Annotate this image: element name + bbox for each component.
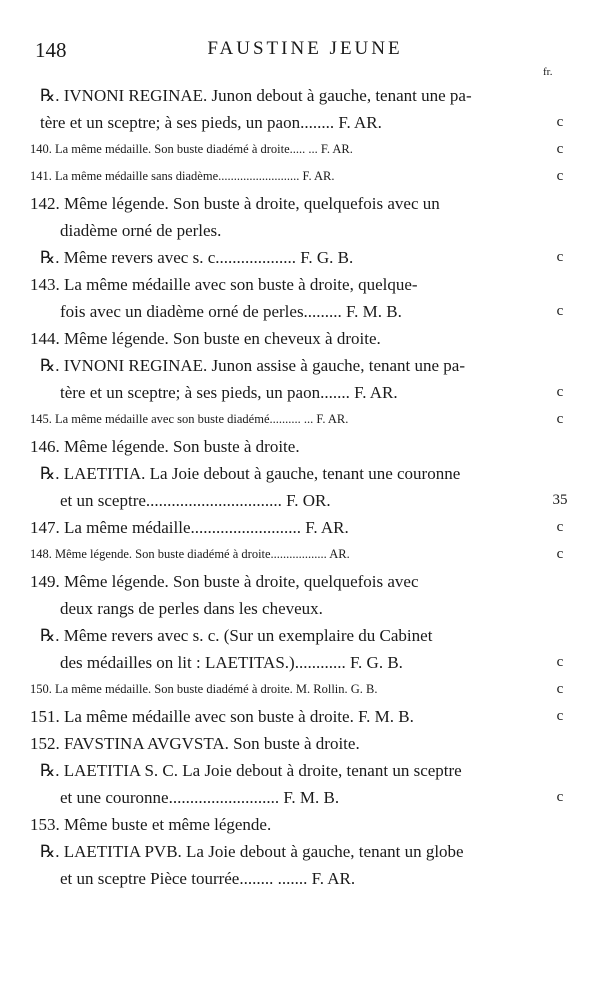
rarity-value: c: [556, 114, 564, 130]
catalogue-line: [0, 433, 595, 460]
rarity-value: 35: [552, 492, 568, 508]
line-text: tère et un sceptre; à ses pieds, un paon........ F. AR.: [40, 113, 382, 132]
rarity-value: c: [556, 303, 564, 319]
rarity-value: c: [556, 384, 564, 400]
page-header: [35, 38, 535, 66]
line-text: ℞. LAETITIA PVB. La Joie debout à gauche, tenant un globe: [40, 842, 464, 861]
line-text: tère et un sceptre; à ses pieds, un paon....... F. AR.: [60, 383, 398, 402]
catalogue-line: [0, 406, 595, 433]
line-text: 151. La même médaille avec son buste à droite. F. M. B.: [30, 707, 414, 726]
catalogue-line: [0, 649, 595, 676]
line-text: ℞. Même revers avec s. c................... F. G. B.: [40, 248, 354, 267]
catalogue-line: [0, 676, 595, 703]
rarity-value: c: [556, 411, 564, 427]
catalogue-line: [0, 784, 595, 811]
line-text: 146. Même légende. Son buste à droite.: [30, 437, 300, 456]
catalogue-line: [0, 271, 595, 298]
line-text: deux rangs de perles dans les cheveux.: [60, 599, 323, 618]
rarity-value: c: [556, 708, 564, 724]
catalogue-line: [0, 595, 595, 622]
line-text: et un sceptre Pièce tourrée........ ....... F. AR.: [60, 869, 356, 888]
rarity-value: c: [556, 141, 564, 157]
catalogue-line: [0, 730, 595, 757]
line-text: 150. La même médaille. Son buste diadémé à droite. M. Rollin. G. B.: [30, 682, 378, 696]
catalogue-line: [0, 514, 595, 541]
price-column-label: fr.: [543, 66, 553, 78]
line-text: 140. La même médaille. Son buste diadémé à droite..... ... F. AR.: [30, 142, 353, 156]
line-text: et un sceptre................................ F. OR.: [60, 491, 331, 510]
catalogue-line: [0, 379, 595, 406]
rarity-value: c: [556, 654, 564, 670]
catalogue-line: [0, 136, 595, 163]
rarity-value: c: [556, 681, 564, 697]
line-text: des médailles on lit : LAETITAS.)............ F. G. B.: [60, 653, 403, 672]
line-text: 147. La même médaille.......................... F. AR.: [30, 518, 349, 537]
catalogue-line: [0, 190, 595, 217]
catalogue-line: [0, 703, 595, 730]
line-text: 142. Même légende. Son buste à droite, quelquefois avec un: [30, 194, 440, 213]
catalogue-line: [0, 298, 595, 325]
rarity-value: c: [556, 249, 564, 265]
rarity-value: c: [556, 789, 564, 805]
catalogue-line: [0, 568, 595, 595]
catalogue-line: [0, 244, 595, 271]
rarity-value: c: [556, 168, 564, 184]
catalogue-line: [0, 757, 595, 784]
catalogue-line: [0, 811, 595, 838]
line-text: 152. FAVSTINA AVGVSTA. Son buste à droite.: [30, 734, 360, 753]
line-text: ℞. Même revers avec s. c. (Sur un exemplaire du Cabinet: [40, 626, 433, 645]
line-text: 144. Même légende. Son buste en cheveux à droite.: [30, 329, 381, 348]
catalogue-line: [0, 622, 595, 649]
line-text: ℞. IVNONI REGINAE. Junon debout à gauche, tenant une pa-: [40, 86, 472, 105]
line-text: diadème orné de perles.: [60, 221, 222, 240]
line-text: ℞. LAETITIA. La Joie debout à gauche, tenant une couronne: [40, 464, 461, 483]
line-text: et une couronne.......................... F. M. B.: [60, 788, 340, 807]
catalogue-line: [0, 865, 595, 892]
line-text: 143. La même médaille avec son buste à droite, quelque-: [30, 275, 418, 294]
page-number: 148: [35, 38, 67, 62]
catalogue-line: [0, 163, 595, 190]
line-text: 145. La même médaille avec son buste diadémé.......... ... F. AR.: [30, 412, 349, 426]
line-text: 149. Même légende. Son buste à droite, quelquefois avec: [30, 572, 419, 591]
line-text: 148. Même légende. Son buste diadémé à droite.................. AR.: [30, 547, 350, 561]
rarity-value: c: [556, 546, 564, 562]
catalogue-line: [0, 109, 595, 136]
catalogue-line: [0, 460, 595, 487]
line-text: ℞. IVNONI REGINAE. Junon assise à gauche, tenant une pa-: [40, 356, 466, 375]
catalogue-line: [0, 217, 595, 244]
line-text: fois avec un diadème orné de perles......... F. M. B.: [60, 302, 402, 321]
catalogue-line: [0, 838, 595, 865]
rarity-value: c: [556, 519, 564, 535]
catalogue-line: [0, 325, 595, 352]
line-text: 141. La même médaille sans diadème.......................... F. AR.: [30, 169, 335, 183]
line-text: 153. Même buste et même légende.: [30, 815, 272, 834]
catalogue-line: [0, 352, 595, 379]
running-title: FAUSTINE JEUNE: [207, 38, 403, 59]
catalogue-entries: [0, 82, 595, 892]
catalogue-line: [0, 487, 595, 514]
catalogue-line: [0, 541, 595, 568]
catalogue-line: [0, 82, 595, 109]
line-text: ℞. LAETITIA S. C. La Joie debout à droite, tenant un sceptre: [40, 761, 462, 780]
